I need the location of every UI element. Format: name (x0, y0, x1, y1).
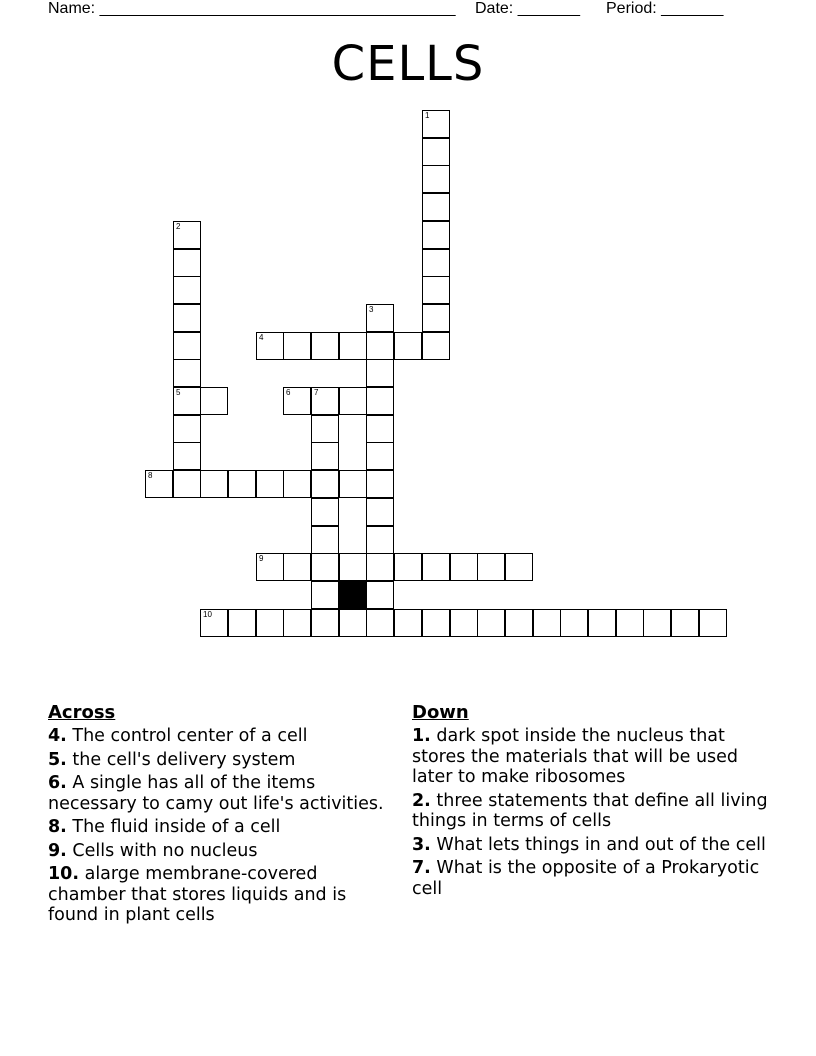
grid-square[interactable] (311, 415, 339, 443)
grid-square[interactable] (422, 553, 450, 581)
grid-square[interactable] (422, 165, 450, 193)
clue-number: 10. (48, 864, 80, 884)
grid-square[interactable] (311, 553, 339, 581)
grid-square[interactable] (671, 609, 699, 637)
down-clue-1 (412, 726, 782, 788)
worksheet-header (48, 0, 748, 20)
grid-square[interactable] (311, 442, 339, 470)
grid-square[interactable] (366, 609, 394, 637)
clue-number: 9. (48, 840, 67, 861)
clue-number: 6. (48, 773, 67, 793)
grid-square[interactable] (450, 553, 478, 581)
grid-square[interactable] (366, 387, 394, 415)
clue-number-label: 4 (259, 333, 264, 342)
grid-square[interactable] (283, 609, 311, 637)
grid-square[interactable] (643, 609, 671, 637)
grid-square[interactable] (173, 304, 201, 332)
clue-number: 1. (412, 726, 431, 746)
grid-square[interactable] (422, 332, 450, 360)
grid-square[interactable] (173, 442, 201, 470)
across-clue-9 (48, 841, 388, 862)
across-clues (48, 702, 388, 929)
grid-square[interactable] (200, 470, 228, 498)
grid-square[interactable] (200, 609, 228, 637)
clue-number: 2. (412, 790, 431, 811)
grid-square[interactable] (366, 304, 394, 332)
grid-square[interactable] (173, 387, 201, 415)
grid-square[interactable] (311, 609, 339, 637)
down-clues (412, 702, 782, 902)
grid-square[interactable] (394, 553, 422, 581)
grid-square[interactable] (283, 387, 311, 415)
grid-square[interactable] (173, 249, 201, 277)
name-field[interactable]: Name: ________________________________________ (48, 0, 456, 17)
grid-square[interactable] (422, 249, 450, 277)
across-clue-4 (48, 726, 388, 747)
clue-text: What is the opposite of a Prokaryotic cell (412, 858, 760, 899)
across-clue-6 (48, 773, 388, 814)
clue-number: 4. (48, 726, 67, 746)
grid-square[interactable] (228, 609, 256, 637)
black-square (339, 581, 367, 609)
grid-square[interactable] (366, 332, 394, 360)
grid-square[interactable] (477, 553, 505, 581)
down-clue-3 (412, 835, 782, 856)
clue-number: 3. (412, 834, 431, 855)
grid-square[interactable] (311, 526, 339, 554)
grid-square[interactable] (256, 332, 284, 360)
clue-number-label: 1 (425, 111, 430, 120)
clue-number-label: 5 (176, 388, 181, 397)
grid-square[interactable] (283, 553, 311, 581)
grid-square[interactable] (366, 415, 394, 443)
clue-number: 5. (48, 749, 67, 770)
grid-square[interactable] (256, 470, 284, 498)
grid-square[interactable] (283, 332, 311, 360)
grid-square[interactable] (173, 359, 201, 387)
clue-number-label: 9 (259, 554, 264, 563)
grid-square[interactable] (145, 470, 173, 498)
grid-square[interactable] (422, 193, 450, 221)
grid-square[interactable] (366, 526, 394, 554)
clue-text: What lets things in and out of the cell (436, 834, 766, 855)
grid-square[interactable] (422, 221, 450, 249)
grid-square[interactable] (366, 359, 394, 387)
clue-text: alarge membrane-covered chamber that stores liquids and is found in plant cells (48, 864, 347, 925)
across-clue-10 (48, 864, 388, 926)
grid-square[interactable] (173, 332, 201, 360)
grid-square[interactable] (394, 332, 422, 360)
clue-text: Cells with no nucleus (72, 840, 258, 861)
puzzle-title: CELLS (331, 36, 485, 92)
grid-square[interactable] (422, 276, 450, 304)
clue-text: three statements that define all living things in terms of cells (412, 790, 768, 831)
grid-square[interactable] (339, 609, 367, 637)
across-clue-8 (48, 817, 388, 838)
grid-square[interactable] (173, 470, 201, 498)
grid-square[interactable] (422, 304, 450, 332)
grid-square[interactable] (699, 609, 727, 637)
grid-square[interactable] (477, 609, 505, 637)
grid-square[interactable] (200, 387, 228, 415)
clue-number-label: 7 (314, 388, 319, 397)
grid-square[interactable] (533, 609, 561, 637)
grid-square[interactable] (256, 553, 284, 581)
grid-square[interactable] (422, 138, 450, 166)
grid-square[interactable] (394, 609, 422, 637)
grid-square[interactable] (560, 609, 588, 637)
clue-text: dark spot inside the nucleus that stores the materials that will be used later to make ribosomes (412, 726, 739, 787)
clue-text: The fluid inside of a cell (72, 817, 281, 837)
grid-square[interactable] (505, 553, 533, 581)
grid-square[interactable] (256, 609, 284, 637)
clue-number: 8. (48, 817, 67, 837)
clue-text: A single has all of the items necessary to camy out life's activities. (48, 773, 384, 814)
grid-square[interactable] (311, 498, 339, 526)
period-field[interactable]: Period: _______ (606, 0, 724, 17)
grid-square[interactable] (366, 470, 394, 498)
grid-square[interactable] (366, 581, 394, 609)
grid-square[interactable] (311, 332, 339, 360)
down-clue-2 (412, 791, 782, 832)
grid-square[interactable] (173, 415, 201, 443)
grid-square[interactable] (422, 609, 450, 637)
grid-square[interactable] (311, 581, 339, 609)
grid-square[interactable] (173, 276, 201, 304)
grid-square[interactable] (339, 387, 367, 415)
clue-text: the cell's delivery system (72, 749, 296, 770)
clue-number-label: 6 (286, 388, 291, 397)
grid-square[interactable] (505, 609, 533, 637)
grid-square[interactable] (366, 442, 394, 470)
grid-square[interactable] (366, 553, 394, 581)
down-clue-7 (412, 858, 782, 899)
across-clue-5 (48, 750, 388, 771)
grid-square[interactable] (422, 110, 450, 138)
clue-number-label: 2 (176, 222, 181, 231)
grid-square[interactable] (228, 470, 256, 498)
grid-square[interactable] (616, 609, 644, 637)
grid-square[interactable] (311, 387, 339, 415)
grid-square[interactable] (366, 498, 394, 526)
grid-square[interactable] (339, 470, 367, 498)
clue-number: 7. (412, 858, 431, 878)
date-field[interactable]: Date: _______ (475, 0, 580, 17)
grid-square[interactable] (311, 470, 339, 498)
clue-text: The control center of a cell (72, 726, 308, 746)
grid-square[interactable] (588, 609, 616, 637)
grid-square[interactable] (339, 332, 367, 360)
grid-square[interactable] (283, 470, 311, 498)
clue-number-label: 3 (369, 305, 374, 314)
grid-square[interactable] (450, 609, 478, 637)
clue-number-label: 8 (148, 471, 153, 480)
grid-square[interactable] (173, 221, 201, 249)
clue-number-label: 10 (203, 610, 212, 619)
grid-square[interactable] (339, 553, 367, 581)
across-heading: Across (48, 702, 116, 723)
down-heading: Down (412, 702, 469, 723)
